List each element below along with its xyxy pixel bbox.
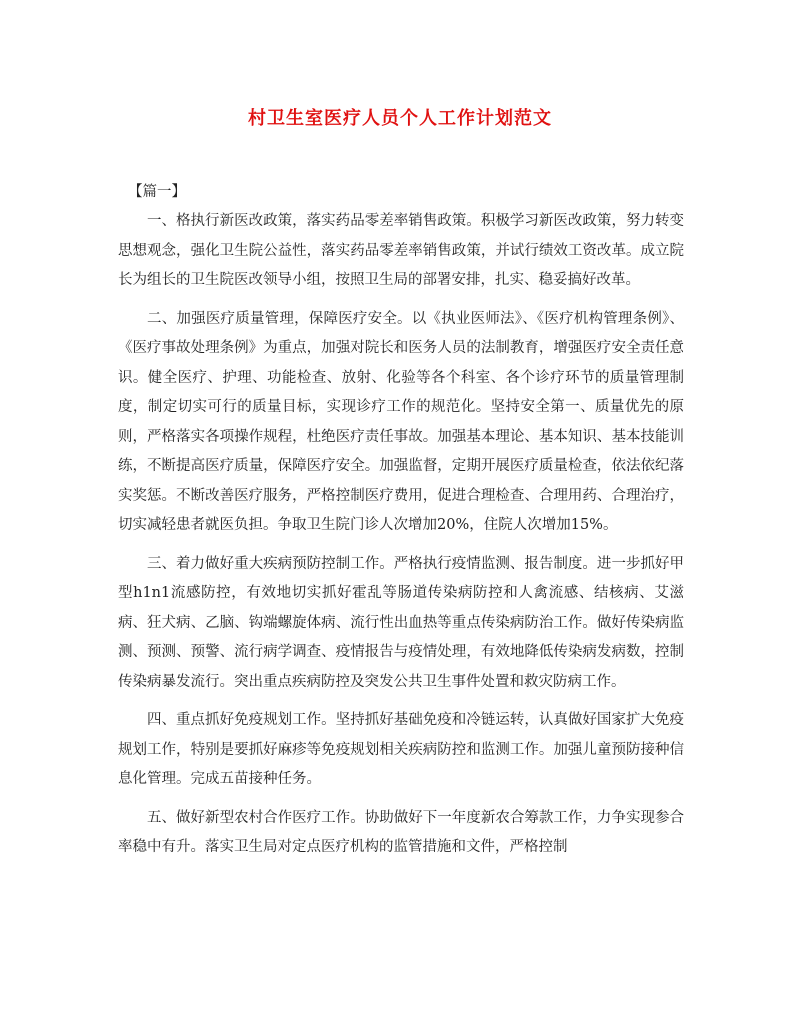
document-title: 村卫生室医疗人员个人工作计划范文 [248,108,552,129]
paragraph-4: 四、重点抓好免疫规划工作。坚持抓好基础免疫和冷链运转，认真做好国家扩大免疫规划工作，特别是要抓好麻疹等免疫规划相关疾病防控和监测工作。加强儿童预防接种信息化管理。完成五苗接种任务。 [118,712,684,787]
paragraph-1: 一、格执行新医改政策，落实药品零差率销售政策。积极学习新医改政策，努力转变思想观念，强化卫生院公益性，落实药品零差率销售政策，并试行绩效工资改革。成立院长为组长的卫生院医改领导小组，按照卫生局的部署安排，扎实、稳妥搞好改革。 [118,213,684,288]
document-body [118,180,684,872]
paragraph-2: 二、加强医疗质量管理，保障医疗安全。以《执业医师法》、《医疗机构管理条例》、《医疗事故处理条例》为重点，加强对院长和医务人员的法制教育，增强医疗安全责任意识。健全医疗、护理、功能检查、放射、化验等各个科室、各个诊疗环节的质量管理制度，制定切实可行的质量目标，实现诊疗工作的规范化。坚持安全第一、质量优先的原则，严格落实各项操作规程，杜绝医疗责任事故。加强基本理论、基本知识、基本技能训练，不断提高医疗质量，保障医疗安全。加强监督，定期开展医疗质量检查，依法依纪落实奖惩。不断改善医疗服务，严格控制医疗费用，促进合理检查、合理用药、合理治疗，切实减轻患者就医负担。争取卫生院门诊人次增加20%，住院人次增加15%。 [118,310,684,533]
paragraph-3: 三、着力做好重大疾病预防控制工作。严格执行疫情监测、报告制度。进一步抓好甲型h1n1流感防控，有效地切实抓好霍乱等肠道传染病防控和人禽流感、结核病、艾滋病、狂犬病、乙脑、钩端螺旋体病、流行性出血热等重点传染病防治工作。做好传染病监测、预测、预警、流行病学调查、疫情报告与疫情处理，有效地降低传染病发病数，控制传染病暴发流行。突出重点疾病防控及突发公共卫生事件处置和救灾防病工作。 [118,555,684,690]
section-label: 【篇一】 [128,184,186,200]
paragraph-5: 五、做好新型农村合作医疗工作。协助做好下一年度新农合筹款工作，力争实现参合率稳中有升。落实卫生局对定点医疗机构的监管措施和文件，严格控制 [118,809,684,855]
